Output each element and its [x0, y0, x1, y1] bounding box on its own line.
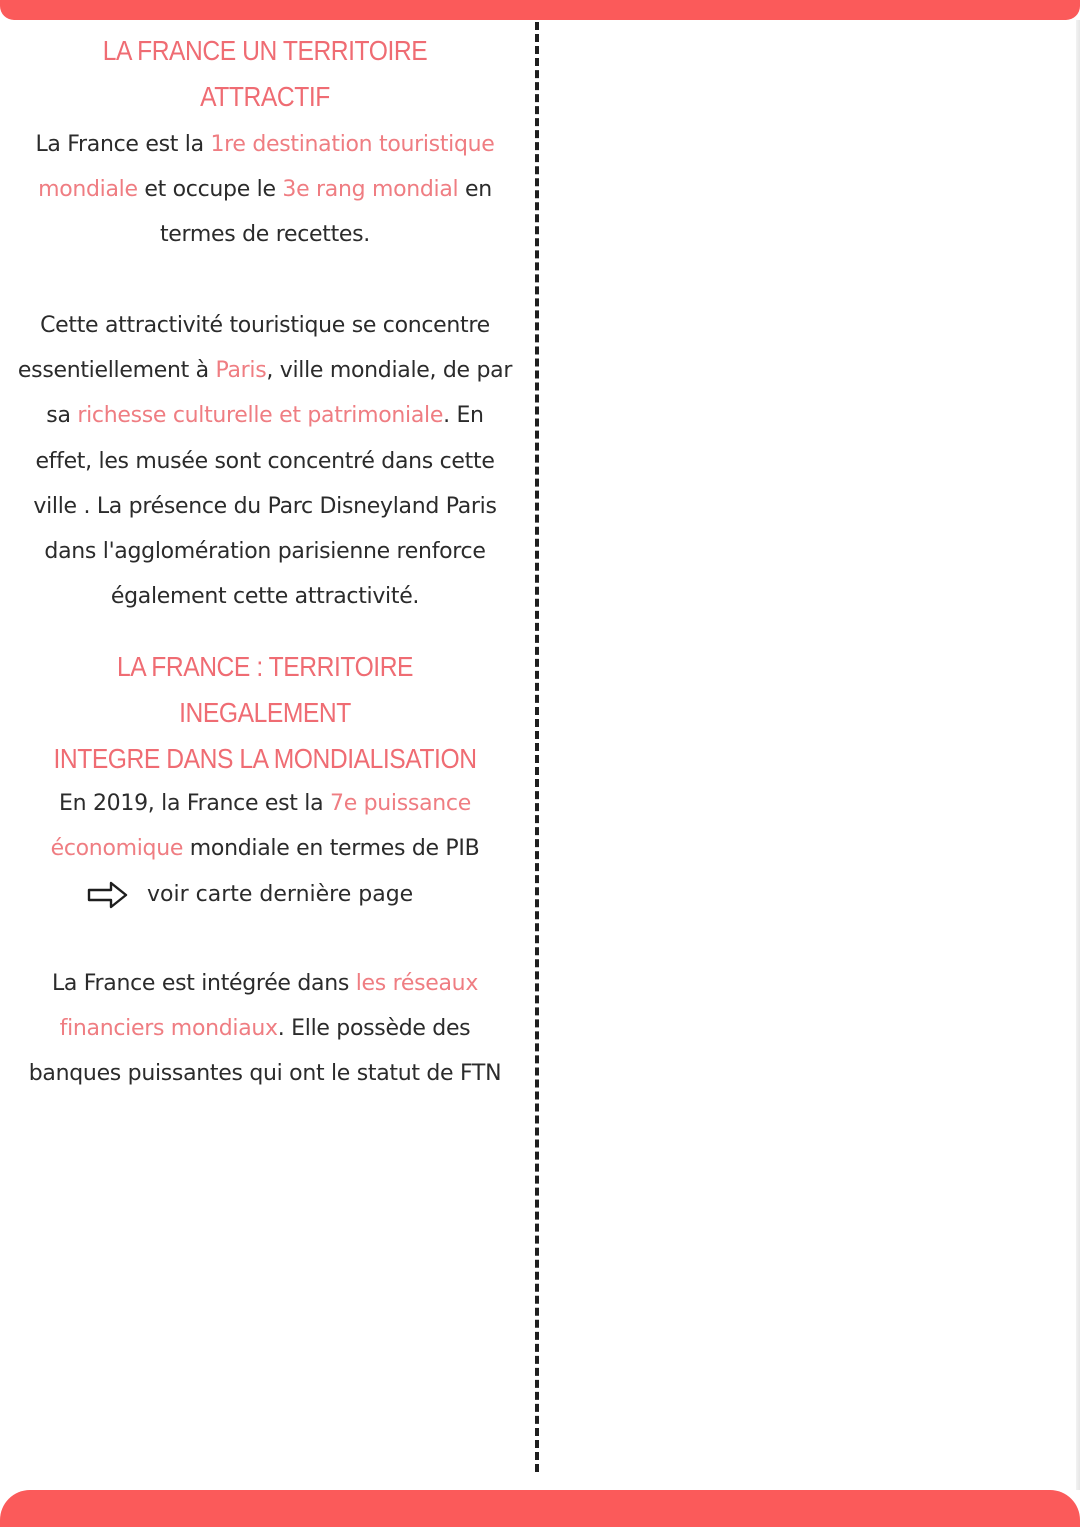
section-title-attractif	[45, 28, 485, 120]
text-run: . Elle possède des banques puissantes qui ont le statut de FTN	[28, 1016, 502, 1087]
bottom-color-band	[0, 1490, 1080, 1527]
paragraph-tourism-rank	[15, 122, 515, 258]
text-run: mondiale en termes de PIB	[183, 836, 480, 862]
section-title-attractif-text: LA FRANCE UN TERRITOIRE ATTRACTIF	[102, 35, 428, 112]
text-run: , ville mondiale, de par sa	[46, 358, 513, 429]
highlight-heritage: richesse culturelle et patrimoniale	[77, 403, 444, 429]
text-run: En 2019, la France est la	[59, 791, 330, 816]
text-run: La France est intégrée dans	[51, 971, 356, 996]
paragraph-paris-attractivity	[15, 303, 515, 619]
text-run: et occupe le	[137, 177, 283, 203]
dashed-divider	[535, 22, 539, 1472]
highlight-destination: 1re destination touristique mondiale	[38, 132, 495, 203]
highlight-paris: Paris	[215, 358, 267, 384]
text-run: La France est la	[35, 132, 211, 157]
highlight-economic-power: 7e puissance économique	[50, 791, 471, 862]
arrow-right-icon	[87, 880, 129, 910]
see-map-note	[15, 872, 515, 917]
page-edge	[1076, 20, 1080, 1490]
text-run: en termes de recettes.	[159, 177, 492, 248]
section-title-line-1: LA FRANCE : TERRITOIRE INEGALEMENT	[116, 651, 414, 728]
highlight-rank: 3e rang mondial	[282, 177, 459, 203]
highlight-financial-networks: les réseaux financiers mondiaux	[59, 971, 479, 1042]
section-title-line-2: INTEGRE DANS LA MONDIALISATION	[53, 743, 477, 774]
see-map-text: voir carte dernière page	[147, 882, 414, 907]
section-title-mondialisation	[45, 644, 485, 782]
paragraph-financial-networks	[15, 961, 515, 1097]
text-run: Cette attractivité touristique se concentre essentiellement à	[17, 313, 490, 384]
text-run: . En effet, les musée sont concentré dans cette ville . La présence du Parc Disneyland Paris dans l'agglomération parisienne renforce également cette attractivité.	[33, 403, 497, 610]
top-color-band	[0, 0, 1080, 20]
paragraph-gdp	[15, 781, 515, 871]
